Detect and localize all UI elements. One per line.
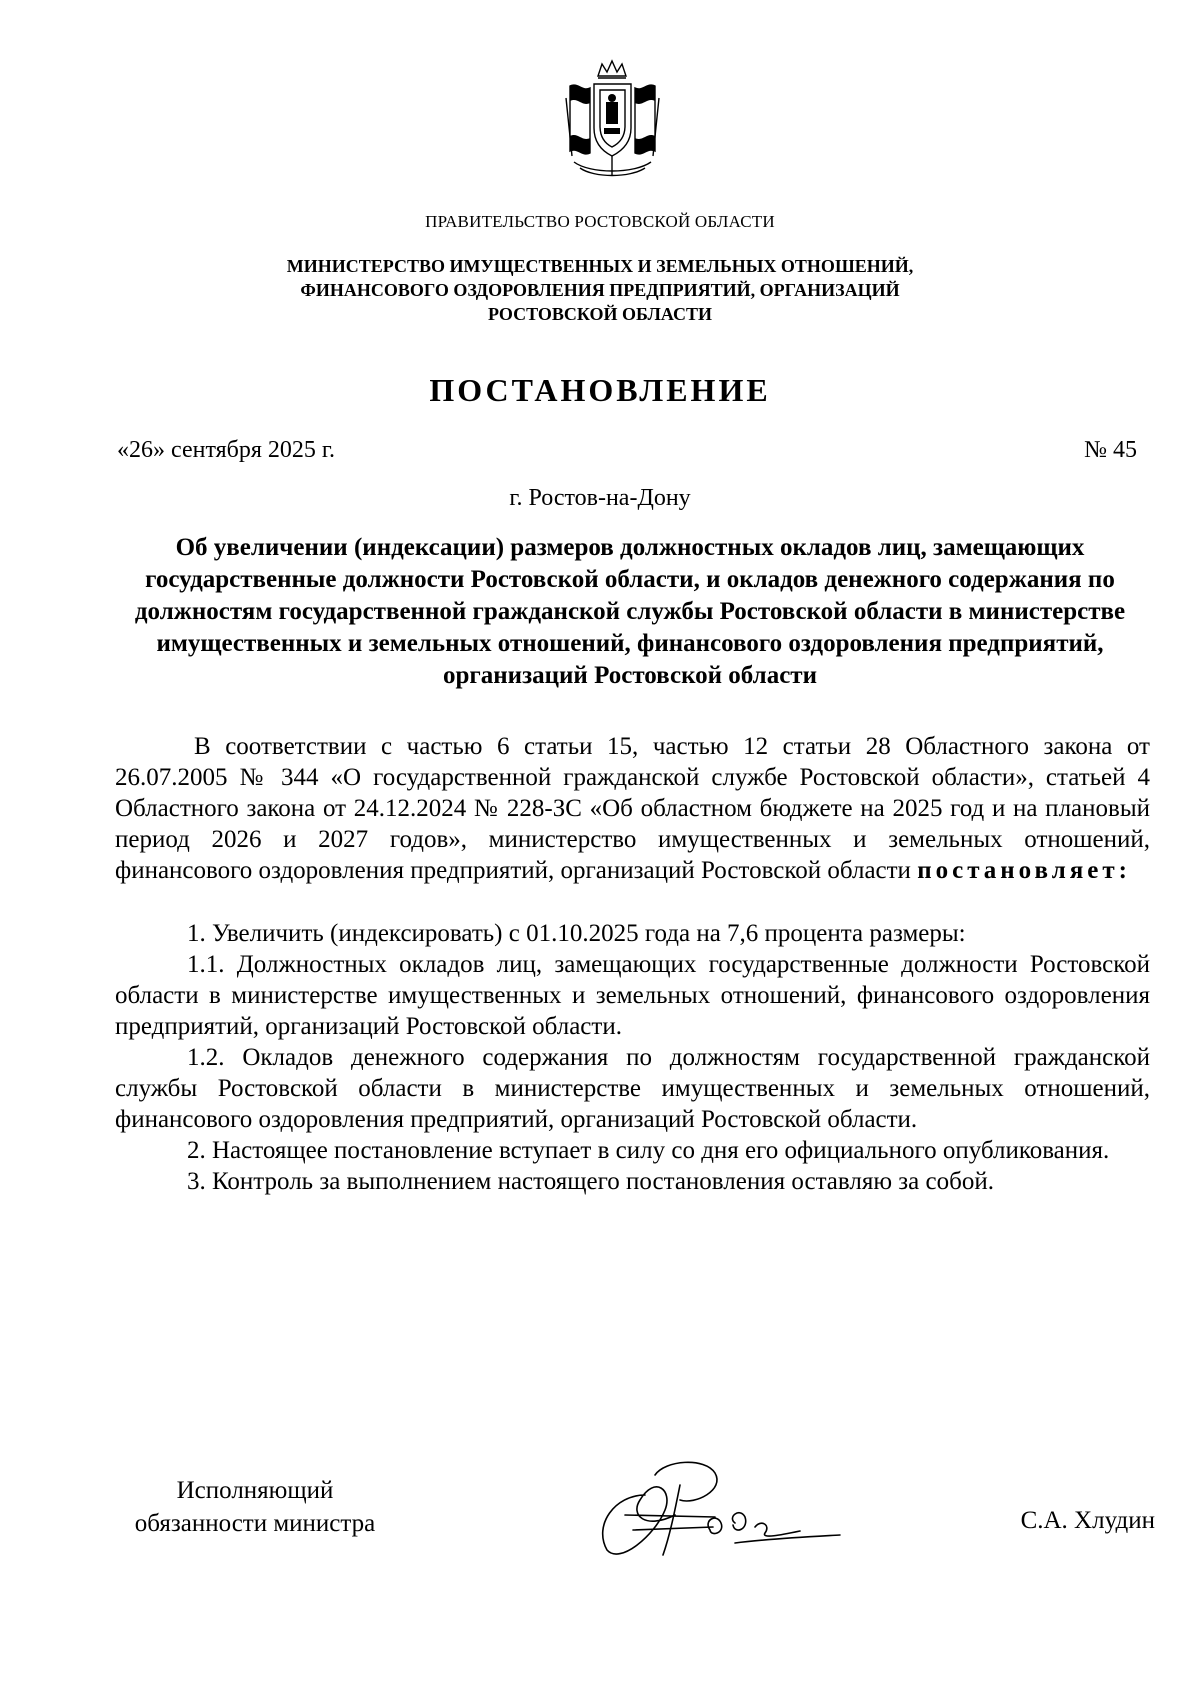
ministry-line-3: РОСТОВСКОЙ ОБЛАСТИ [488,304,712,324]
government-name: ПРАВИТЕЛЬСТВО РОСТОВСКОЙ ОБЛАСТИ [425,212,775,231]
ministry-line-1: МИНИСТЕРСТВО ИМУЩЕСТВЕННЫХ И ЗЕМЕЛЬНЫХ ОТНОШЕНИЙ, [286,256,914,276]
signer-position [110,1474,400,1540]
signer-position-line-1: Исполняющий [176,1477,334,1504]
document-body [115,731,1150,1197]
handwritten-signature [585,1455,845,1565]
item-1-1: 1.1. Должностных окладов лиц, замещающих государственные должности Ростовской области в министерстве имущественных и земельных отношений, финансового оздоровления предприятий, организаций Ростовской области. [115,951,1150,1040]
item-3: 3. Контроль за выполнением настоящего постановления оставляю за собой. [187,1168,994,1195]
signer-name: С.А. Хлудин [1020,1507,1155,1534]
coat-of-arms-icon [560,58,665,183]
preamble-paragraph [115,731,1150,886]
ministry-line-2: ФИНАНСОВОГО ОЗДОРОВЛЕНИЯ ПРЕДПРИЯТИЙ, ОРГАНИЗАЦИЙ [300,280,900,300]
document-title: Об увеличении (индексации) размеров должностных окладов лиц, замещающих государственные должности Ростовской области, и окладов денежного содержания по должностям государственной гражданской службы Ростовской области в министерстве имущественных и земельных отношений, финансового оздоровления предприятий, организаций Ростовской области [134,534,1126,689]
preamble-text: В соответствии с частью 6 статьи 15, частью 12 статьи 28 Областного закона от 26.07.2005 № 344 «О государственной гражданской службе Ростовской области», статьей 4 Областного закона от 24.12.2024 № 228-ЗС «Об областном бюджете на 2025 год и на плановый период 2026 и 2027 годов», министерство имущественных и земельных отношений, финансового оздоровления предприятий, организаций Ростовской области [115,733,1150,884]
document-number: № 45 [1084,437,1137,463]
document-type: ПОСТАНОВЛЕНИЕ [429,372,771,408]
item-1: 1. Увеличить (индексировать) с 01.10.2025 года на 7,6 процента размеры: [187,920,966,947]
resolves-word: постановляет: [917,857,1131,884]
ministry-name [0,254,1200,326]
date-number-line [117,437,1137,464]
signer-position-line-2: обязанности министра [134,1510,376,1537]
document-date: «26» сентября 2025 г. [117,437,336,463]
document-city: г. Ростов-на-Дону [509,485,691,511]
item-2: 2. Настоящее постановление вступает в силу со дня его официального опубликования. [187,1137,1110,1164]
item-1-2: 1.2. Окладов денежного содержания по должностям государственной гражданской службы Ростовской области в министерстве имущественных и земельных отношений, финансового оздоровления предприятий, организаций Ростовской области. [115,1044,1150,1133]
